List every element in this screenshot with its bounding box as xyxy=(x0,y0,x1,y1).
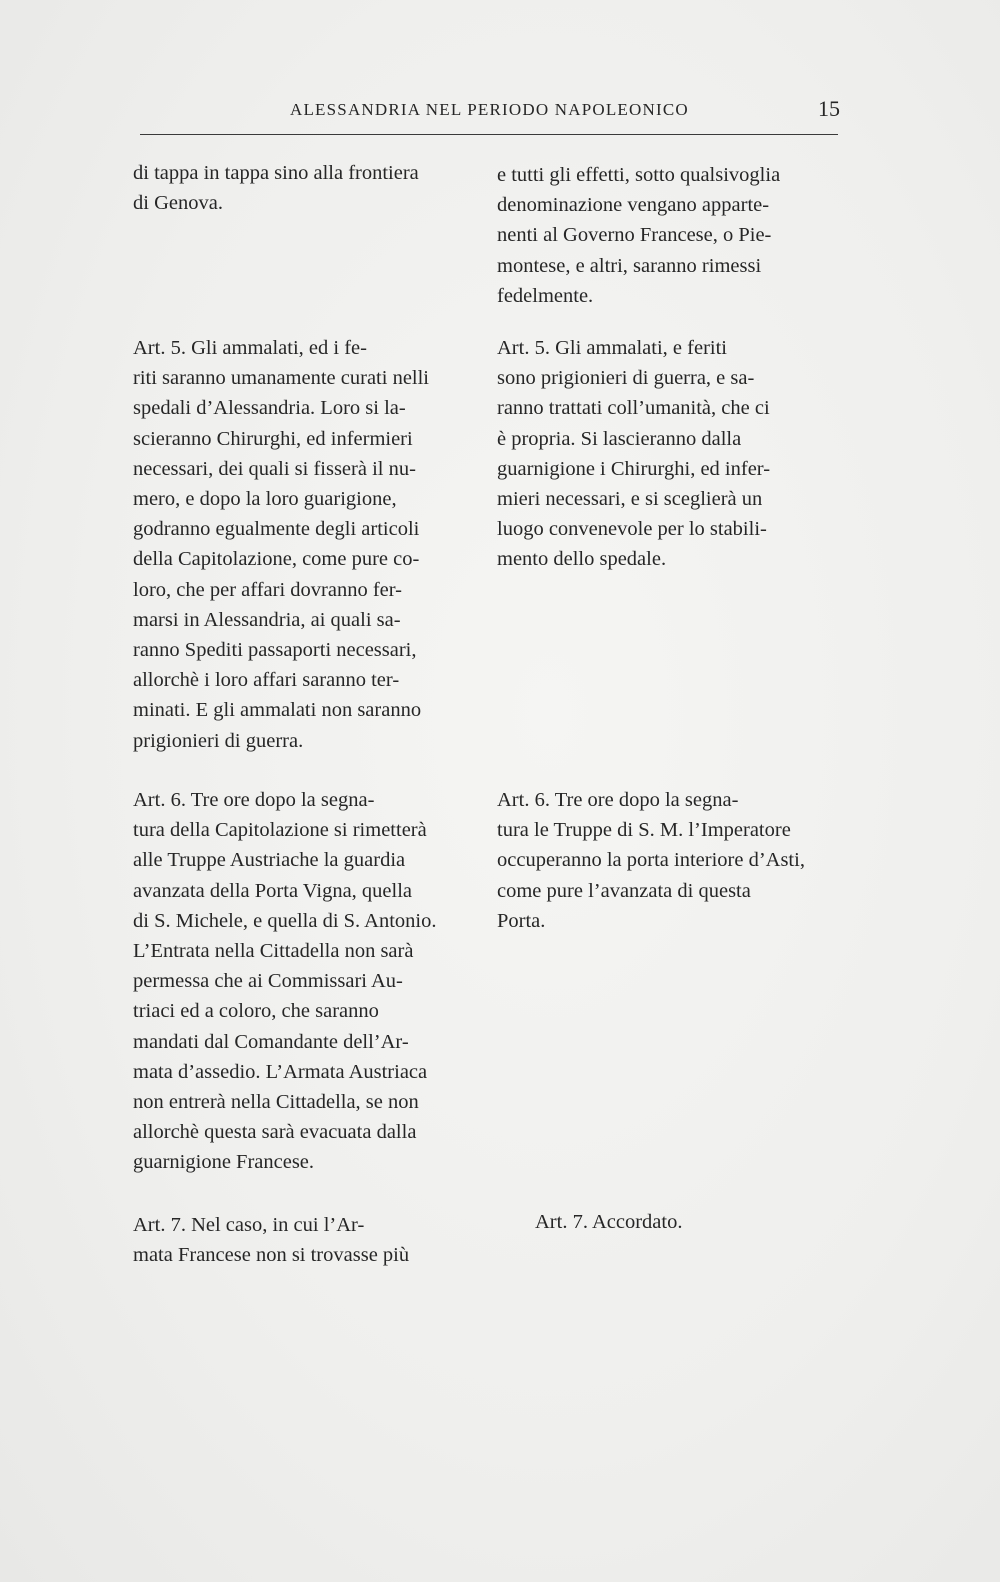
right-article-6: Art. 6. Tre ore dopo la segna- tura le Truppe di S. M. l’Imperatore occuperanno la porta interiore d’Asti, come pure l’avanzata di questa Porta. xyxy=(497,789,805,932)
left-article-6: Art. 6. Tre ore dopo la segna- tura della Capitolazione si rimetterà alle Truppe Austriache la guardia avanzata della Porta Vigna, quella di S. Michele, e quella di S. Antonio. L’Entrata nella Cittadella non sarà permessa che ai Commissari Au- triaci ed a coloro, che saranno mandati dal Comandante dell’Ar- mata d’assedio. L’Armata Austriaca non entrerà nella Cittadella, se non allorchè questa sarà evacuata dalla guarnigione Francese. xyxy=(133,789,437,1174)
running-title: ALESSANDRIA NEL PERIODO NAPOLEONICO xyxy=(290,100,689,119)
page-number: 15 xyxy=(818,96,840,121)
right-article-7: Art. 7. Accordato. xyxy=(535,1211,683,1233)
left-article-7: Art. 7. Nel caso, in cui l’Ar- mata Francese non si trovasse più xyxy=(133,1214,410,1267)
left-paragraph-continuation: di tappa in tappa sino alla frontiera di Genova. xyxy=(133,162,419,215)
left-article-5: Art. 5. Gli ammalati, ed i fe- riti saranno umanamente curati nelli spedali d’Alessandria. Loro si la- scieranno Chirurghi, ed infermieri necessari, dei quali si fisserà il nu- mero, e dopo la loro guarigione, godranno egualmente degli articoli della Capitolazione, come pure co- loro, che per affari dovranno fer- marsi in Alessandria, ai quali sa- ranno Spediti passaporti necessari, allorchè i loro affari saranno ter- minati. E gli ammalati non saranno prigionieri di guerra. xyxy=(133,337,429,752)
running-head xyxy=(140,96,840,126)
right-article-5: Art. 5. Gli ammalati, e feriti sono prigionieri di guerra, e sa- ranno trattati coll’umanità, che ci è propria. Si lascieranno dalla guarnigione i Chirurghi, ed infer- mieri necessari, e si sceglierà un luogo convenevole per lo stabili- mento dello spedale. xyxy=(497,337,771,571)
right-paragraph-continuation: e tutti gli effetti, sotto qualsivoglia denominazione vengano apparte- nenti al Governo Francese, o Pie- montese, e altri, saranno rimessi fedelmente. xyxy=(497,164,781,307)
header-rule xyxy=(140,134,838,135)
